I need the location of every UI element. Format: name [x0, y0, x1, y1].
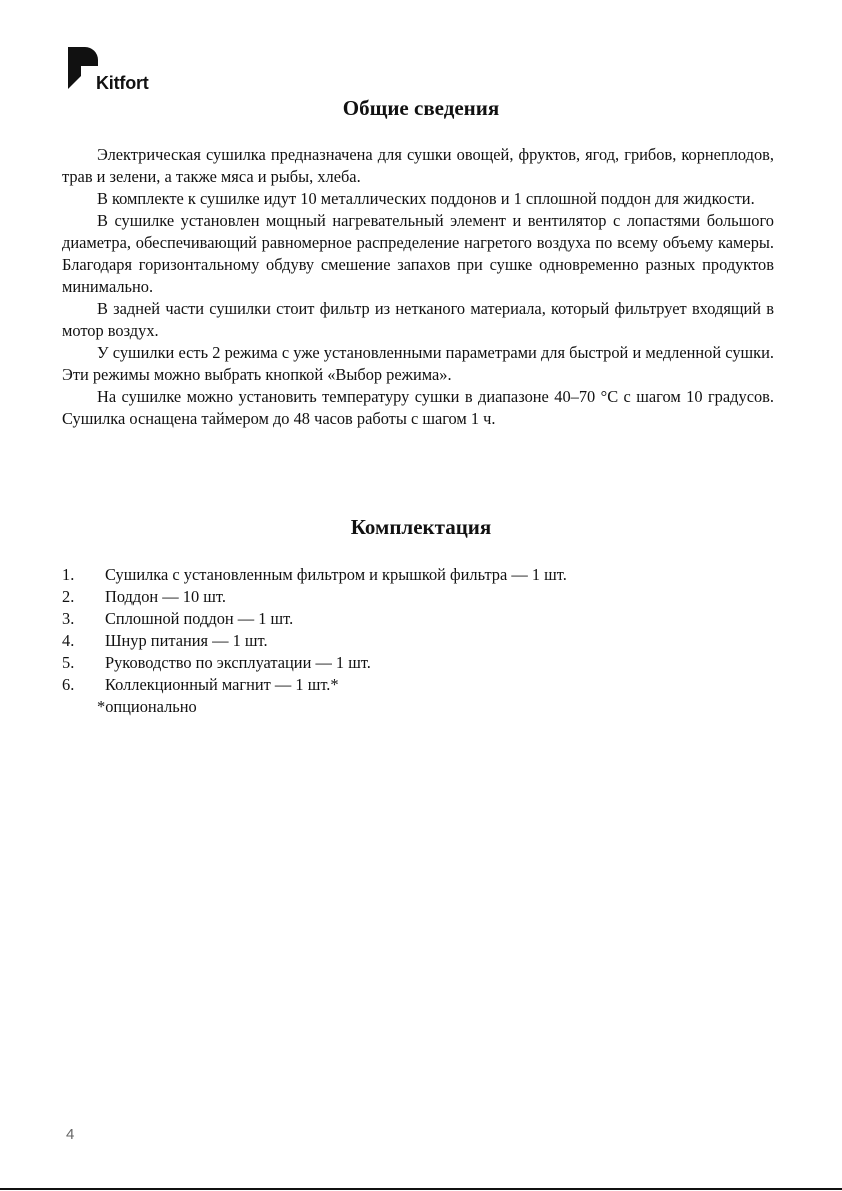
list-item-number: 3.	[62, 609, 75, 628]
bottom-divider	[0, 1188, 842, 1190]
page-number: 4	[66, 1126, 75, 1143]
list-item	[62, 564, 774, 586]
section-title-general: Общие сведения	[342, 96, 500, 120]
paragraph: В сушилке установлен мощный нагревательный элемент и вентилятор с лопастями большого диаметра, обеспечивающий равномерное распределение нагретого воздуха по всему объему камеры. Благодаря горизонтальному обдуву смешение запахов при сушке одновременно разных продуктов минимально.	[62, 211, 774, 296]
paragraph: На сушилке можно установить температуру сушки в диапазоне 40–70 °С с шагом 10 градусов. Сушилка оснащена таймером до 48 часов работы с шагом 1 ч.	[62, 387, 774, 428]
list-item-text: Руководство по эксплуатации — 1 шт.	[105, 653, 371, 672]
list-item-number: 1.	[62, 565, 75, 584]
paragraph: В задней части сушилки стоит фильтр из нетканого материала, который фильтрует входящий в мотор воздух.	[62, 299, 774, 340]
list-item-text: Шнур питания — 1 шт.	[105, 631, 268, 650]
paragraph: В комплекте к сушилке идут 10 металлических поддонов и 1 сплошной поддон для жидкости.	[97, 189, 755, 208]
list-item-number: 6.	[62, 675, 75, 694]
paragraph: У сушилки есть 2 режима с уже установленными параметрами для быстрой и медленной сушки. Эти режимы можно выбрать кнопкой «Выбор режима».	[62, 343, 774, 384]
brand-name: Kitfort	[96, 73, 149, 93]
brand-logo	[68, 47, 178, 97]
kitfort-shield-icon	[68, 47, 98, 89]
general-body	[62, 144, 774, 430]
list-item-text: Поддон — 10 шт.	[105, 587, 226, 606]
list-item-number: 2.	[62, 587, 75, 606]
list-item	[62, 608, 774, 630]
list-item	[62, 652, 774, 674]
list-item-text: Коллекционный магнит — 1 шт.*	[105, 675, 339, 694]
list-item-text: Сплошной поддон — 1 шт.	[105, 609, 294, 628]
list-item-text: Сушилка с установленным фильтром и крышкой фильтра — 1 шт.	[105, 565, 567, 584]
footnote: *опционально	[97, 697, 197, 716]
section-title-kit: Комплектация	[350, 515, 492, 539]
paragraph: Электрическая сушилка предназначена для сушки овощей, фруктов, ягод, грибов, корнеплодов, трав и зелени, а также мяса и рыбы, хлеба.	[62, 145, 774, 186]
list-item	[62, 674, 774, 696]
list-item-number: 5.	[62, 653, 75, 672]
list-item	[62, 586, 774, 608]
kit-list	[62, 564, 774, 696]
list-item-number: 4.	[62, 631, 75, 650]
list-item	[62, 630, 774, 652]
